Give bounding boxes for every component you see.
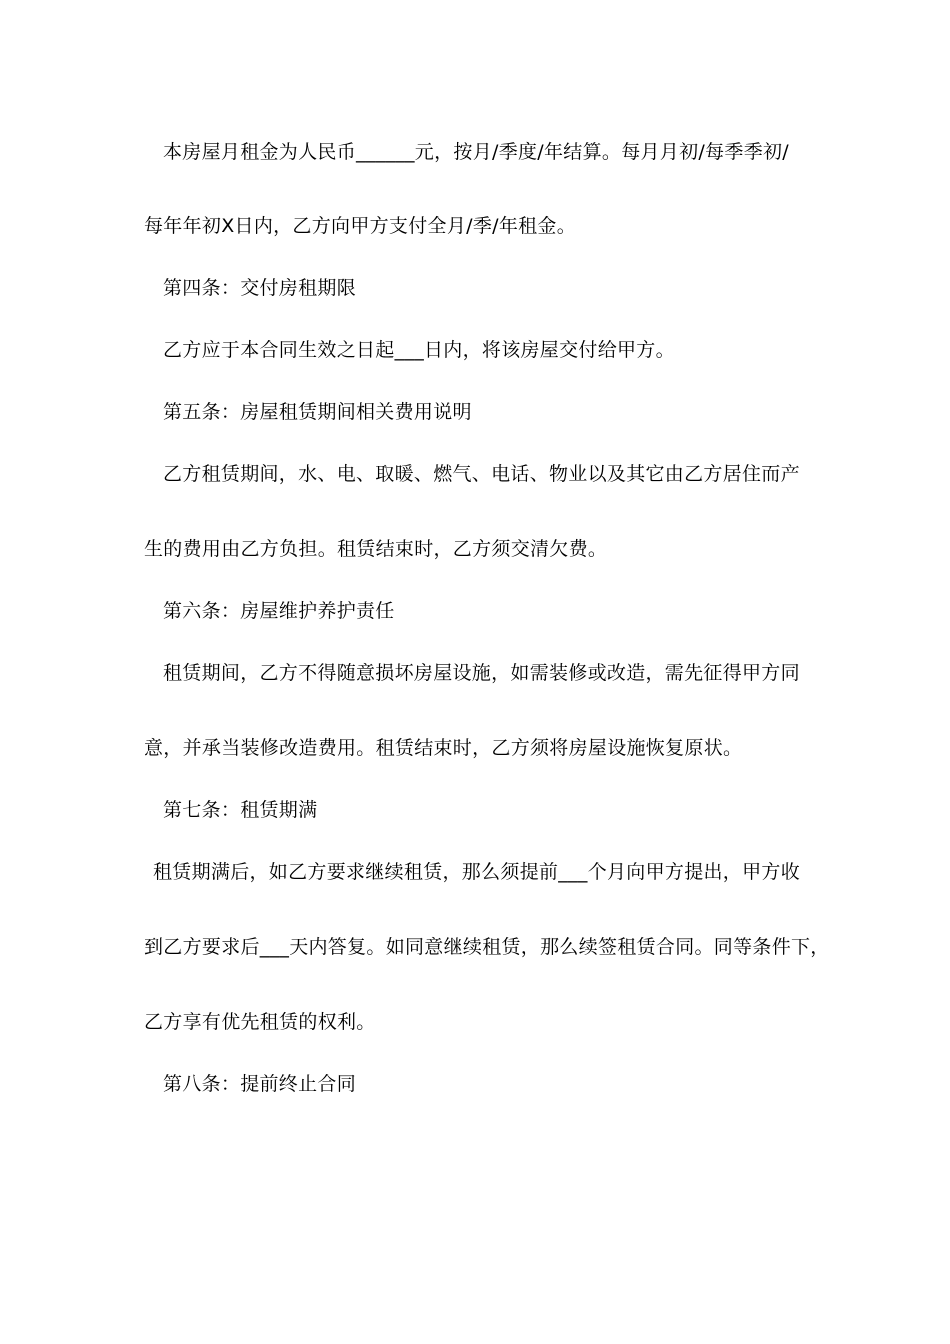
article-8-heading: 第八条：提前终止合同 (163, 1073, 357, 1095)
article-5-paragraph-line-2: 生的费用由乙方负担。租赁结束时，乙方须交清欠费。 (144, 538, 608, 560)
article-6-heading: 第六条：房屋维护养护责任 (163, 600, 395, 622)
article-5-heading: 第五条：房屋租赁期间相关费用说明 (163, 401, 472, 423)
rent-amount-paragraph-line-1: 本房屋月租金为人民币______元，按月/季度/年结算。每月月初/每季季初/ (163, 141, 790, 163)
article-6-paragraph-line-2: 意，并承当装修改造费用。租赁结束时，乙方须将房屋设施恢复原状。 (144, 737, 743, 759)
article-5-paragraph-line-1: 乙方租赁期间，水、电、取暖、燃气、电话、物业以及其它由乙方居住而产 (163, 463, 800, 485)
article-4-paragraph: 乙方应于本合同生效之日起___日内，将该房屋交付给甲方。 (163, 339, 675, 361)
article-7-paragraph-line-1: 租赁期满后，如乙方要求继续租赁，那么须提前___个月向甲方提出，甲方收 (153, 861, 801, 883)
article-7-paragraph-line-3: 乙方享有优先租赁的权利。 (144, 1011, 376, 1033)
rent-amount-paragraph-line-2: 每年年初X日内，乙方向甲方支付全月/季/年租金。 (144, 215, 577, 237)
article-6-paragraph-line-1: 租赁期间，乙方不得随意损坏房屋设施，如需装修或改造，需先征得甲方同 (163, 662, 800, 684)
article-4-heading: 第四条：交付房租期限 (163, 277, 357, 299)
article-7-heading: 第七条：租赁期满 (163, 799, 318, 821)
article-7-paragraph-line-2: 到乙方要求后___天内答复。如同意继续租赁，那么续签租赁合同。同等条件下， (144, 936, 830, 958)
